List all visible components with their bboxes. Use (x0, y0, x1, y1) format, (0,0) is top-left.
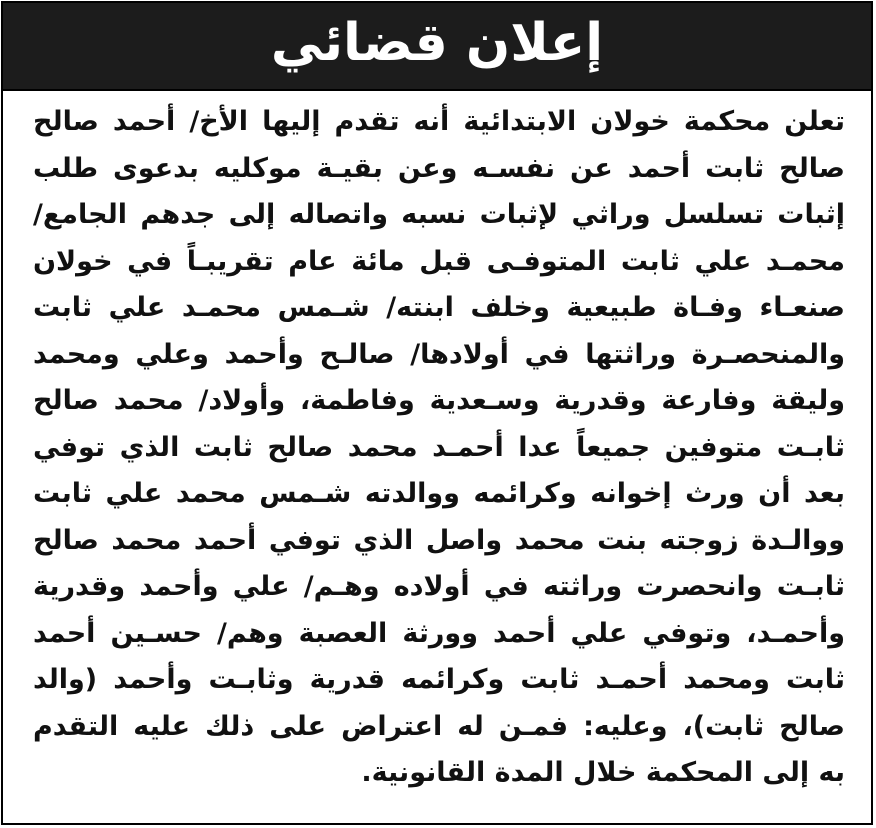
notice-line: محمـد علي ثابت المتوفـى قبل مائة عام تقريبـاً في خولان (33, 245, 845, 277)
notice-line: إثبات تسلسل وراثي لإثبات نسبه واتصاله إلى جدهم الجامع/ (33, 199, 845, 230)
notice-title: إعلان قضائي (270, 13, 604, 73)
notice-line: صنعـاء وفـاة طبيعية وخلف ابنته/ شـمس محمـد علي ثابت (33, 292, 845, 323)
notice-line: به إلى المحكمة خلال المدة القانونية. (361, 757, 845, 788)
notice-header (3, 3, 871, 91)
notice-line: بعد أن ورث إخوانه وكرائمه ووالدته شـمس محمد علي ثابت (33, 478, 845, 509)
notice-line: صالح ثابت)، وعليه: فمـن له اعتراض على ذلك عليه التقدم (33, 710, 845, 742)
notice-line: صالح ثابت أحمد عن نفسـه وعن بقيـة موكليه بدعوى طلب (33, 152, 845, 184)
notice-line: ثابـت متوفين جميعاً عدا أحمـد محمد صالح ثابت الذي توفي (33, 431, 845, 463)
legal-notice (1, 1, 873, 825)
notice-line: ثابـت وانحصرت وراثته في أولاده وهـم/ علي وأحمد وقدرية (33, 571, 845, 602)
notice-line: والمنحصـرة وراثتها في أولادها/ صالـح وأحمد وعلي ومحمد (33, 338, 845, 370)
notice-line: وليقة وفارعة وقدرية وسـعدية وفاطمة، وأولاد/ محمد صالح (33, 385, 845, 416)
notice-line: تعلن محكمة خولان الابتدائية أنه تقدم إليها الأخ/ أحمد صالح (33, 106, 845, 137)
notice-line: ثابت ومحمد أحمـد ثابت وكرائمه قدرية وثابـت وأحمد (والد (33, 664, 845, 695)
notice-body (3, 91, 871, 797)
notice-line: ووالـدة زوجته بنت محمد واصل الذي توفي أحمد محمد صالح (33, 524, 845, 556)
notice-line: وأحمـد، وتوفي علي أحمد وورثة العصبة وهم/ حسـين أحمد (33, 617, 845, 649)
